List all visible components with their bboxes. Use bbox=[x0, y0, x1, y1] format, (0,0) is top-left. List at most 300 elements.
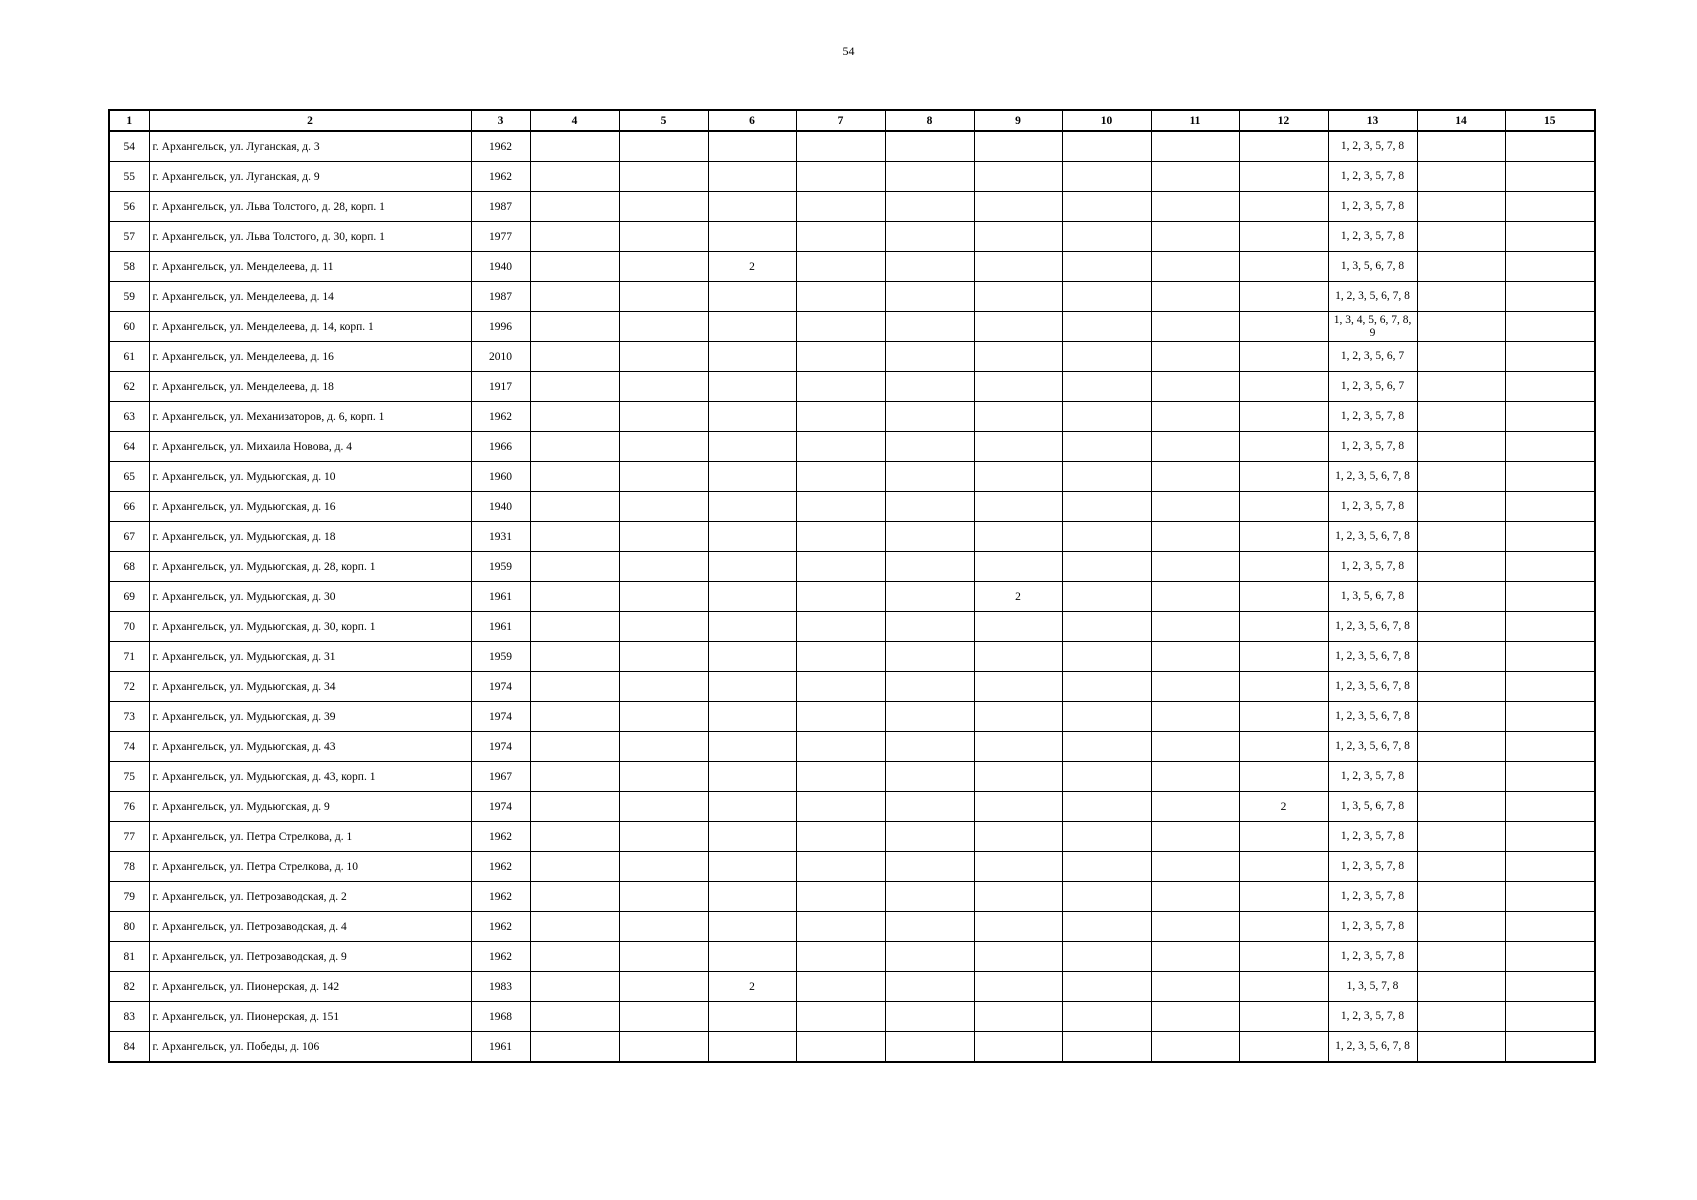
col4-cell bbox=[530, 1002, 619, 1032]
col13-cell: 1, 2, 3, 5, 7, 8 bbox=[1328, 131, 1417, 162]
col7-cell bbox=[796, 792, 885, 822]
col13-cell: 1, 2, 3, 5, 7, 8 bbox=[1328, 402, 1417, 432]
col15-cell bbox=[1505, 1002, 1595, 1032]
col5-cell bbox=[619, 282, 708, 312]
col10-cell bbox=[1062, 672, 1151, 702]
row-number: 82 bbox=[109, 972, 149, 1002]
table-body bbox=[109, 131, 1595, 1062]
col14-cell bbox=[1417, 492, 1505, 522]
col4-cell bbox=[530, 372, 619, 402]
col5-cell bbox=[619, 522, 708, 552]
col15-cell bbox=[1505, 342, 1595, 372]
col15-cell bbox=[1505, 792, 1595, 822]
col5-cell bbox=[619, 372, 708, 402]
column-header-13: 13 bbox=[1328, 110, 1417, 131]
col4-cell bbox=[530, 882, 619, 912]
col5-cell bbox=[619, 822, 708, 852]
row-number: 59 bbox=[109, 282, 149, 312]
column-header-11: 11 bbox=[1151, 110, 1239, 131]
col10-cell bbox=[1062, 762, 1151, 792]
row-number: 71 bbox=[109, 642, 149, 672]
col15-cell bbox=[1505, 582, 1595, 612]
col7-cell bbox=[796, 672, 885, 702]
address-cell: г. Архангельск, ул. Петрозаводская, д. 4 bbox=[149, 912, 471, 942]
col12-cell bbox=[1239, 702, 1328, 732]
col7-cell bbox=[796, 912, 885, 942]
col15-cell bbox=[1505, 882, 1595, 912]
col5-cell bbox=[619, 342, 708, 372]
col7-cell bbox=[796, 1002, 885, 1032]
row-number: 65 bbox=[109, 462, 149, 492]
col6-cell: 2 bbox=[708, 252, 796, 282]
year-cell: 1987 bbox=[471, 282, 530, 312]
col15-cell bbox=[1505, 492, 1595, 522]
col11-cell bbox=[1151, 822, 1239, 852]
col14-cell bbox=[1417, 131, 1505, 162]
col6-cell bbox=[708, 402, 796, 432]
col11-cell bbox=[1151, 1032, 1239, 1063]
year-cell: 1977 bbox=[471, 222, 530, 252]
col9-cell bbox=[974, 522, 1062, 552]
col5-cell bbox=[619, 762, 708, 792]
col13-cell: 1, 2, 3, 5, 6, 7, 8 bbox=[1328, 522, 1417, 552]
col9-cell bbox=[974, 642, 1062, 672]
year-cell: 1959 bbox=[471, 642, 530, 672]
col10-cell bbox=[1062, 312, 1151, 342]
col4-cell bbox=[530, 822, 619, 852]
col6-cell bbox=[708, 912, 796, 942]
col9-cell bbox=[974, 852, 1062, 882]
table-row bbox=[109, 312, 1595, 342]
col12-cell bbox=[1239, 732, 1328, 762]
col13-cell: 1, 2, 3, 5, 6, 7 bbox=[1328, 342, 1417, 372]
col7-cell bbox=[796, 702, 885, 732]
col6-cell bbox=[708, 282, 796, 312]
col10-cell bbox=[1062, 702, 1151, 732]
table-row bbox=[109, 342, 1595, 372]
col11-cell bbox=[1151, 1002, 1239, 1032]
col7-cell bbox=[796, 462, 885, 492]
col13-cell: 1, 2, 3, 5, 6, 7, 8 bbox=[1328, 612, 1417, 642]
col5-cell bbox=[619, 1032, 708, 1063]
col13-cell: 1, 2, 3, 5, 7, 8 bbox=[1328, 162, 1417, 192]
col12-cell bbox=[1239, 492, 1328, 522]
col15-cell bbox=[1505, 942, 1595, 972]
col10-cell bbox=[1062, 912, 1151, 942]
col13-cell: 1, 2, 3, 5, 7, 8 bbox=[1328, 192, 1417, 222]
col4-cell bbox=[530, 912, 619, 942]
year-cell: 1974 bbox=[471, 672, 530, 702]
address-cell: г. Архангельск, ул. Менделеева, д. 14, корп. 1 bbox=[149, 312, 471, 342]
col4-cell bbox=[530, 582, 619, 612]
col14-cell bbox=[1417, 942, 1505, 972]
table-row bbox=[109, 162, 1595, 192]
year-cell: 1983 bbox=[471, 972, 530, 1002]
address-cell: г. Архангельск, ул. Петрозаводская, д. 9 bbox=[149, 942, 471, 972]
col9-cell bbox=[974, 672, 1062, 702]
col5-cell bbox=[619, 492, 708, 522]
col8-cell bbox=[885, 372, 974, 402]
col13-cell: 1, 2, 3, 5, 7, 8 bbox=[1328, 912, 1417, 942]
table-row bbox=[109, 702, 1595, 732]
col8-cell bbox=[885, 612, 974, 642]
col15-cell bbox=[1505, 522, 1595, 552]
year-cell: 2010 bbox=[471, 342, 530, 372]
col8-cell bbox=[885, 882, 974, 912]
table-header bbox=[109, 110, 1595, 131]
column-header-3: 3 bbox=[471, 110, 530, 131]
address-cell: г. Архангельск, ул. Луганская, д. 9 bbox=[149, 162, 471, 192]
year-cell: 1960 bbox=[471, 462, 530, 492]
col5-cell bbox=[619, 1002, 708, 1032]
col9-cell bbox=[974, 702, 1062, 732]
col7-cell bbox=[796, 222, 885, 252]
address-cell: г. Архангельск, ул. Мудьюгская, д. 31 bbox=[149, 642, 471, 672]
row-number: 54 bbox=[109, 131, 149, 162]
col8-cell bbox=[885, 222, 974, 252]
col13-cell: 1, 2, 3, 5, 7, 8 bbox=[1328, 432, 1417, 462]
col4-cell bbox=[530, 972, 619, 1002]
col7-cell bbox=[796, 642, 885, 672]
year-cell: 1962 bbox=[471, 852, 530, 882]
col8-cell bbox=[885, 131, 974, 162]
col7-cell bbox=[796, 552, 885, 582]
col4-cell bbox=[530, 792, 619, 822]
address-cell: г. Архангельск, ул. Пионерская, д. 151 bbox=[149, 1002, 471, 1032]
address-cell: г. Архангельск, ул. Петрозаводская, д. 2 bbox=[149, 882, 471, 912]
col12-cell bbox=[1239, 222, 1328, 252]
col7-cell bbox=[796, 822, 885, 852]
address-cell: г. Архангельск, ул. Мудьюгская, д. 16 bbox=[149, 492, 471, 522]
col11-cell bbox=[1151, 252, 1239, 282]
col8-cell bbox=[885, 672, 974, 702]
col11-cell bbox=[1151, 282, 1239, 312]
col13-cell: 1, 2, 3, 5, 7, 8 bbox=[1328, 492, 1417, 522]
row-number: 75 bbox=[109, 762, 149, 792]
col5-cell bbox=[619, 972, 708, 1002]
col5-cell bbox=[619, 402, 708, 432]
col7-cell bbox=[796, 342, 885, 372]
table-row bbox=[109, 642, 1595, 672]
col11-cell bbox=[1151, 342, 1239, 372]
year-cell: 1966 bbox=[471, 432, 530, 462]
col11-cell bbox=[1151, 372, 1239, 402]
col7-cell bbox=[796, 312, 885, 342]
col9-cell bbox=[974, 312, 1062, 342]
col10-cell bbox=[1062, 582, 1151, 612]
col12-cell bbox=[1239, 972, 1328, 1002]
address-cell: г. Архангельск, ул. Победы, д. 106 bbox=[149, 1032, 471, 1063]
row-number: 57 bbox=[109, 222, 149, 252]
col15-cell bbox=[1505, 552, 1595, 582]
address-cell: г. Архангельск, ул. Механизаторов, д. 6, корп. 1 bbox=[149, 402, 471, 432]
col11-cell bbox=[1151, 672, 1239, 702]
col6-cell bbox=[708, 222, 796, 252]
col5-cell bbox=[619, 462, 708, 492]
col9-cell bbox=[974, 1032, 1062, 1063]
col15-cell bbox=[1505, 1032, 1595, 1063]
col4-cell bbox=[530, 732, 619, 762]
year-cell: 1962 bbox=[471, 162, 530, 192]
col13-cell: 1, 2, 3, 5, 6, 7, 8 bbox=[1328, 702, 1417, 732]
col14-cell bbox=[1417, 822, 1505, 852]
col4-cell bbox=[530, 192, 619, 222]
col8-cell bbox=[885, 822, 974, 852]
col6-cell bbox=[708, 732, 796, 762]
address-cell: г. Архангельск, ул. Менделеева, д. 18 bbox=[149, 372, 471, 402]
address-cell: г. Архангельск, ул. Менделеева, д. 14 bbox=[149, 282, 471, 312]
col15-cell bbox=[1505, 852, 1595, 882]
table-row bbox=[109, 492, 1595, 522]
row-number: 72 bbox=[109, 672, 149, 702]
col6-cell bbox=[708, 1002, 796, 1032]
col15-cell bbox=[1505, 642, 1595, 672]
col6-cell bbox=[708, 432, 796, 462]
col9-cell bbox=[974, 612, 1062, 642]
col14-cell bbox=[1417, 522, 1505, 552]
col5-cell bbox=[619, 942, 708, 972]
col12-cell bbox=[1239, 1032, 1328, 1063]
col7-cell bbox=[796, 492, 885, 522]
col15-cell bbox=[1505, 282, 1595, 312]
col4-cell bbox=[530, 642, 619, 672]
col11-cell bbox=[1151, 162, 1239, 192]
col6-cell bbox=[708, 822, 796, 852]
col11-cell bbox=[1151, 492, 1239, 522]
col6-cell bbox=[708, 612, 796, 642]
col9-cell bbox=[974, 282, 1062, 312]
col15-cell bbox=[1505, 432, 1595, 462]
col11-cell bbox=[1151, 552, 1239, 582]
row-number: 63 bbox=[109, 402, 149, 432]
col8-cell bbox=[885, 342, 974, 372]
col8-cell bbox=[885, 552, 974, 582]
col7-cell bbox=[796, 762, 885, 792]
col6-cell bbox=[708, 342, 796, 372]
col10-cell bbox=[1062, 252, 1151, 282]
col4-cell bbox=[530, 162, 619, 192]
col15-cell bbox=[1505, 702, 1595, 732]
col15-cell bbox=[1505, 612, 1595, 642]
column-header-1: 1 bbox=[109, 110, 149, 131]
col14-cell bbox=[1417, 372, 1505, 402]
col11-cell bbox=[1151, 762, 1239, 792]
col15-cell bbox=[1505, 192, 1595, 222]
column-header-9: 9 bbox=[974, 110, 1062, 131]
table-row bbox=[109, 762, 1595, 792]
row-number: 79 bbox=[109, 882, 149, 912]
col15-cell bbox=[1505, 222, 1595, 252]
col14-cell bbox=[1417, 882, 1505, 912]
col12-cell bbox=[1239, 372, 1328, 402]
col12-cell bbox=[1239, 282, 1328, 312]
table-row bbox=[109, 852, 1595, 882]
address-cell: г. Архангельск, ул. Мудьюгская, д. 30 bbox=[149, 582, 471, 612]
row-number: 83 bbox=[109, 1002, 149, 1032]
col6-cell bbox=[708, 192, 796, 222]
col13-cell: 1, 2, 3, 5, 7, 8 bbox=[1328, 762, 1417, 792]
col9-cell bbox=[974, 432, 1062, 462]
col8-cell bbox=[885, 312, 974, 342]
table-row bbox=[109, 252, 1595, 282]
col4-cell bbox=[530, 131, 619, 162]
col15-cell bbox=[1505, 972, 1595, 1002]
col9-cell bbox=[974, 822, 1062, 852]
table-row bbox=[109, 222, 1595, 252]
col9-cell bbox=[974, 342, 1062, 372]
row-number: 64 bbox=[109, 432, 149, 462]
column-header-7: 7 bbox=[796, 110, 885, 131]
col11-cell bbox=[1151, 912, 1239, 942]
col15-cell bbox=[1505, 462, 1595, 492]
col6-cell bbox=[708, 702, 796, 732]
col9-cell bbox=[974, 492, 1062, 522]
col14-cell bbox=[1417, 432, 1505, 462]
col10-cell bbox=[1062, 642, 1151, 672]
col10-cell bbox=[1062, 432, 1151, 462]
table-row bbox=[109, 972, 1595, 1002]
col8-cell bbox=[885, 162, 974, 192]
col11-cell bbox=[1151, 222, 1239, 252]
col7-cell bbox=[796, 972, 885, 1002]
col10-cell bbox=[1062, 192, 1151, 222]
col11-cell bbox=[1151, 312, 1239, 342]
year-cell: 1962 bbox=[471, 912, 530, 942]
col12-cell bbox=[1239, 942, 1328, 972]
col7-cell bbox=[796, 131, 885, 162]
col10-cell bbox=[1062, 342, 1151, 372]
col9-cell bbox=[974, 552, 1062, 582]
address-cell: г. Архангельск, ул. Менделеева, д. 11 bbox=[149, 252, 471, 282]
col9-cell bbox=[974, 762, 1062, 792]
col12-cell bbox=[1239, 432, 1328, 462]
row-number: 56 bbox=[109, 192, 149, 222]
column-header-12: 12 bbox=[1239, 110, 1328, 131]
column-header-5: 5 bbox=[619, 110, 708, 131]
col10-cell bbox=[1062, 222, 1151, 252]
column-header-4: 4 bbox=[530, 110, 619, 131]
col4-cell bbox=[530, 1032, 619, 1063]
year-cell: 1967 bbox=[471, 762, 530, 792]
col6-cell bbox=[708, 131, 796, 162]
col9-cell bbox=[974, 131, 1062, 162]
col11-cell bbox=[1151, 402, 1239, 432]
col13-cell: 1, 2, 3, 5, 6, 7 bbox=[1328, 372, 1417, 402]
header-row bbox=[109, 110, 1595, 131]
col12-cell bbox=[1239, 642, 1328, 672]
col8-cell bbox=[885, 252, 974, 282]
year-cell: 1961 bbox=[471, 612, 530, 642]
col9-cell bbox=[974, 162, 1062, 192]
col8-cell bbox=[885, 912, 974, 942]
year-cell: 1987 bbox=[471, 192, 530, 222]
col15-cell bbox=[1505, 131, 1595, 162]
col4-cell bbox=[530, 282, 619, 312]
year-cell: 1931 bbox=[471, 522, 530, 552]
col12-cell bbox=[1239, 882, 1328, 912]
address-cell: г. Архангельск, ул. Луганская, д. 3 bbox=[149, 131, 471, 162]
col13-cell: 1, 2, 3, 5, 7, 8 bbox=[1328, 552, 1417, 582]
row-number: 73 bbox=[109, 702, 149, 732]
col4-cell bbox=[530, 552, 619, 582]
col7-cell bbox=[796, 402, 885, 432]
col15-cell bbox=[1505, 402, 1595, 432]
col11-cell bbox=[1151, 972, 1239, 1002]
col10-cell bbox=[1062, 462, 1151, 492]
col11-cell bbox=[1151, 131, 1239, 162]
col4-cell bbox=[530, 852, 619, 882]
col14-cell bbox=[1417, 312, 1505, 342]
col6-cell bbox=[708, 642, 796, 672]
col10-cell bbox=[1062, 552, 1151, 582]
table-row bbox=[109, 462, 1595, 492]
col12-cell bbox=[1239, 462, 1328, 492]
col7-cell bbox=[796, 162, 885, 192]
col15-cell bbox=[1505, 912, 1595, 942]
col15-cell bbox=[1505, 732, 1595, 762]
col14-cell bbox=[1417, 852, 1505, 882]
column-header-14: 14 bbox=[1417, 110, 1505, 131]
col12-cell bbox=[1239, 672, 1328, 702]
col8-cell bbox=[885, 732, 974, 762]
col5-cell bbox=[619, 222, 708, 252]
row-number: 60 bbox=[109, 312, 149, 342]
col7-cell bbox=[796, 942, 885, 972]
row-number: 66 bbox=[109, 492, 149, 522]
table-row bbox=[109, 1032, 1595, 1063]
col14-cell bbox=[1417, 792, 1505, 822]
col13-cell: 1, 2, 3, 5, 6, 7, 8 bbox=[1328, 672, 1417, 702]
table-row bbox=[109, 582, 1595, 612]
col4-cell bbox=[530, 762, 619, 792]
table-row bbox=[109, 672, 1595, 702]
table-row bbox=[109, 912, 1595, 942]
col14-cell bbox=[1417, 972, 1505, 1002]
address-cell: г. Архангельск, ул. Михаила Новова, д. 4 bbox=[149, 432, 471, 462]
col8-cell bbox=[885, 192, 974, 222]
col10-cell bbox=[1062, 492, 1151, 522]
col9-cell bbox=[974, 222, 1062, 252]
col12-cell bbox=[1239, 192, 1328, 222]
col11-cell bbox=[1151, 732, 1239, 762]
row-number: 67 bbox=[109, 522, 149, 552]
address-cell: г. Архангельск, ул. Мудьюгская, д. 34 bbox=[149, 672, 471, 702]
col15-cell bbox=[1505, 252, 1595, 282]
col6-cell: 2 bbox=[708, 972, 796, 1002]
col13-cell: 1, 2, 3, 5, 7, 8 bbox=[1328, 852, 1417, 882]
address-cell: г. Архангельск, ул. Льва Толстого, д. 28, корп. 1 bbox=[149, 192, 471, 222]
col7-cell bbox=[796, 252, 885, 282]
row-number: 61 bbox=[109, 342, 149, 372]
table-row bbox=[109, 402, 1595, 432]
col10-cell bbox=[1062, 1032, 1151, 1063]
col13-cell: 1, 2, 3, 5, 6, 7, 8 bbox=[1328, 1032, 1417, 1063]
col10-cell bbox=[1062, 1002, 1151, 1032]
col13-cell: 1, 3, 5, 6, 7, 8 bbox=[1328, 792, 1417, 822]
col9-cell bbox=[974, 402, 1062, 432]
col7-cell bbox=[796, 732, 885, 762]
col12-cell bbox=[1239, 552, 1328, 582]
col5-cell bbox=[619, 732, 708, 762]
col11-cell bbox=[1151, 882, 1239, 912]
col8-cell bbox=[885, 762, 974, 792]
col6-cell bbox=[708, 372, 796, 402]
col10-cell bbox=[1062, 942, 1151, 972]
col4-cell bbox=[530, 612, 619, 642]
col14-cell bbox=[1417, 1032, 1505, 1063]
column-header-6: 6 bbox=[708, 110, 796, 131]
col4-cell bbox=[530, 942, 619, 972]
